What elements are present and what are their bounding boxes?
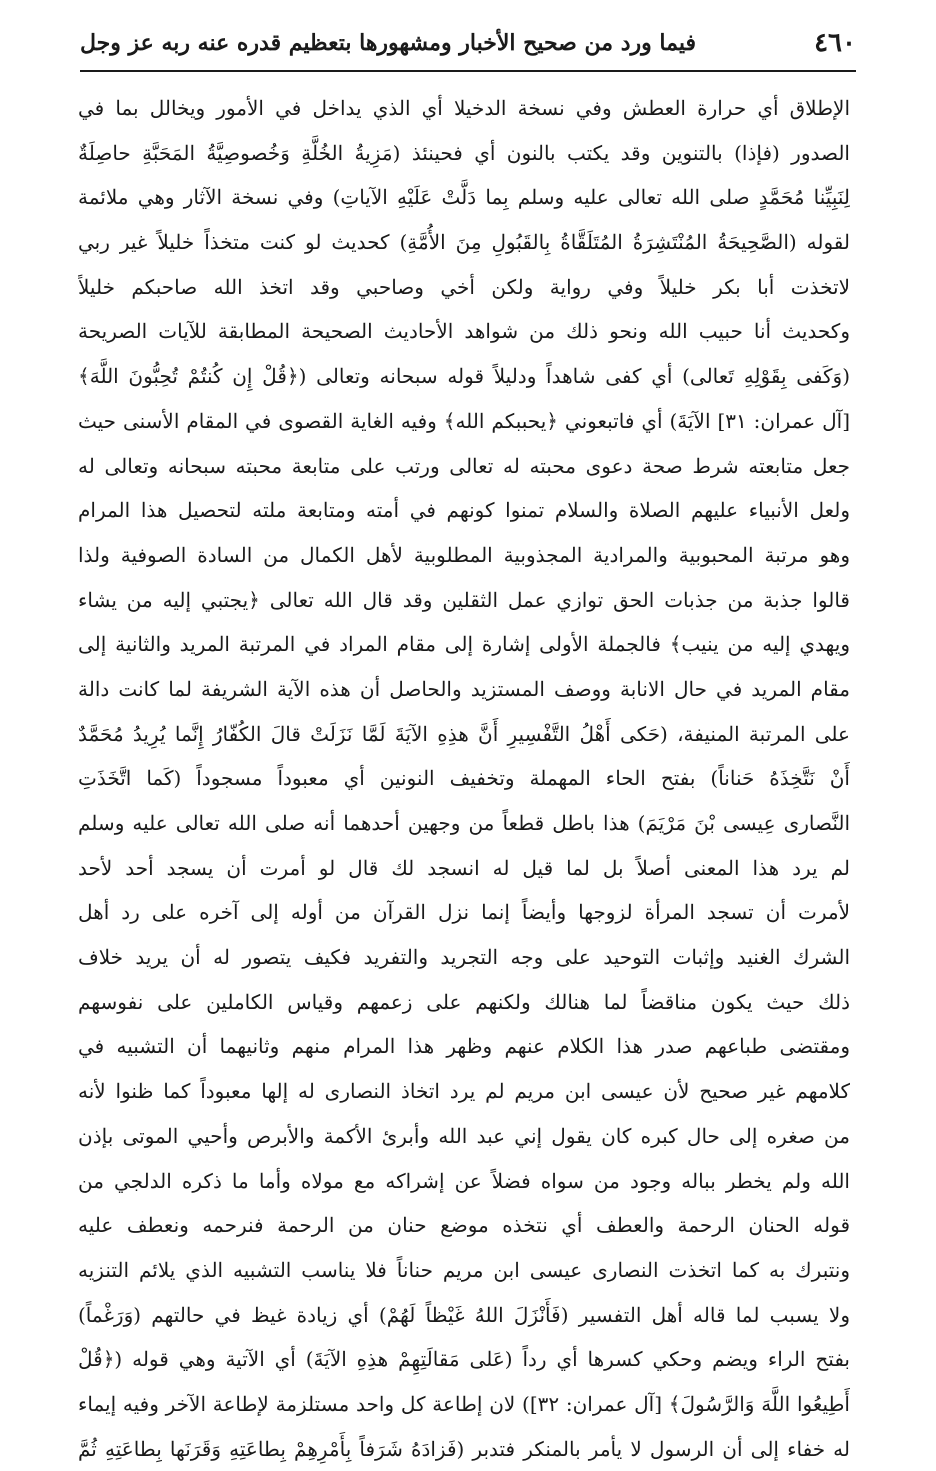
text-line: مقام المريد في حال الانابة ووصف المستزيد والحاصل أن هذه الآية الشريفة لما كانت دالة: [78, 676, 850, 701]
text-line: كلامهم غير صحيح لأن عيسى ابن مريم لم يرد اتخاذ النصارى له إلها معبوداً كما ظنوا لأنه: [78, 1079, 850, 1104]
text-line: لم يرد هذا المعنى أصلاً بل لما قيل له انسجد لك قال لو أمرت أن يسجد أحد لأحد: [78, 855, 850, 880]
page-header: [80, 22, 856, 64]
text-line: جعل متابعته شرط صحة دعوى محبته له تعالى ورتب على متابعة محبته سبحانه وتعالى له: [78, 453, 850, 478]
text-line: ونتبرك به كما اتخذت النصارى عيسى ابن مريم حناناً فلا يناسب التشبيه الذي يلائم التنزيه: [78, 1257, 850, 1282]
text-line: على المرتبة المنيفة، (حَكى أَهْلُ التَّفْسِيرِ أَنَّ هذِهِ الآيَةَ لَمَّا نَزَلَتْ قالَ الكُفّارُ إِنَّما يُرِيدُ مُحَمَّدٌ: [78, 721, 850, 746]
text-line: لِنَبِيِّنا مُحَمَّدٍ صلى الله تعالى عليه وسلم بِما دَلَّتْ عَلَيْهِ الآياتِ) وفي نسخة الآثار وهي ملائمة: [78, 185, 850, 210]
header-rule: [80, 70, 856, 72]
text-line: ولعل الأنبياء عليهم الصلاة والسلام تمنوا كونهم في أمته ومتابعة ملته لتحصيل هذا المرام: [78, 498, 850, 523]
text-line: بفتح الراء ويضم وحكي كسرها أي رداً (عَلى مَقالَتِهِمْ هذِهِ الآيَةَ) أي الآتية وهي قوله (﴿قُلْ: [78, 1347, 850, 1372]
text-line: قوله الحنان الرحمة والعطف أي نتخذه موضع حنان من الرحمة فنرحمه ونعطف عليه: [78, 1213, 850, 1238]
running-title: فيما ورد من صحيح الأخبار ومشهورها بتعظيم قدره عنه ربه عز وجل: [80, 30, 696, 56]
text-line: أَطِيعُوا اللَّهَ وَالرَّسُولَ﴾ [آل عمران: ٣٢]) لان إطاعة كل واحد مستلزمة لإطاعة الآخر وفيه إيماء: [78, 1391, 850, 1416]
body-text: [78, 86, 850, 1471]
text-line: لاتخذت أبا بكر خليلاً وفي رواية ولكن أخي وصاحبي وقد اتخذ الله صاحبكم خليلاً: [78, 274, 850, 299]
text-line: الشرك الغنيد وإثبات التوحيد على وجه التجريد والتفريد فكيف يتصور له أن يريد خلاف: [78, 945, 850, 970]
text-line: لقوله (الصَّحِيحَةُ المُنْتَشِرَةُ المُتَلَقَّاةُ بِالقَبُولِ مِنَ الأُمَّةِ) كحديث لو كنت متخذاً خليلاً غير ربي: [78, 230, 850, 255]
text-line: قالوا جذبة من جذبات الحق توازي عمل الثقلين وقد قال الله تعالى ﴿يجتبي إليه من يشاء: [78, 587, 850, 612]
text-line: وهو مرتبة المحبوبية والمرادية المجذوبية المطلوبية لأهل الكمال من السادة الصوفية ولذا: [78, 542, 850, 567]
text-line: (وَكَفى بِقَوْلِهِ تَعالى) أي كفى شاهداً ودليلاً قوله سبحانه وتعالى (﴿قُلْ إِن كُنتُمْ تُحِبُّونَ اللَّهَ﴾: [78, 364, 850, 389]
text-line: وكحديث أنا حبيب الله ونحو ذلك من شواهد الأحاديث الصحيحة المطابقة للآيات الصريحة: [78, 319, 850, 344]
text-line: لأمرت أن تسجد المرأة لزوجها وأيضاً إنما نزل القرآن من أوله إلى آخره على رد أهل: [78, 900, 850, 925]
text-line: ويهدي إليه من ينيب﴾ فالجملة الأولى إشارة إلى مقام المراد في المرتبة المريد والثانية إلى: [78, 632, 850, 657]
text-line: أَنْ نَتَّخِذَهُ حَناناً) بفتح الحاء المهملة وتخفيف النونين أي معبوداً مسجوداً (كَما اتَّخَذَتِ: [78, 766, 850, 791]
text-line: ولا يسبب لما قاله أهل التفسير (فَأَنْزَلَ اللهُ غَيْظاً لَهُمْ) أي زيادة غيظ في حالتهم (وَرَغْماً): [78, 1302, 850, 1327]
text-line: من صغره إلى حال كبره كان يقول إني عبد الله وأبرئ الأكمة والأبرص وأحيي الموتى بإذن: [78, 1123, 850, 1148]
text-line: الإطلاق أي حرارة العطش وفي نسخة الدخيلا أي الذي يداخل في الأمور ويخالل بما في: [78, 96, 850, 120]
text-line: له خفاء إلى أن الرسول لا يأمر بالمنكر فتدبر (فَزادَهُ شَرَفاً بِأَمْرِهِمْ بِطاعَتِهِ وَقَرَنَها بِطاعَتِهِ ثُمَّ: [78, 1436, 850, 1461]
text-line: النَّصارى عِيسى بْنَ مَرْيَمَ) هذا باطل قطعاً من وجهين أحدهما أنه صلى الله تعالى عليه وسلم: [78, 811, 850, 835]
text-line: الصدور (فإذا) بالتنوين وقد يكتب بالنون أي فحينئذ (مَزِيةُ الخُلَّةِ وَخُصوصِيَّةُ المَحَبَّةِ حاصِلَةٌ: [78, 140, 850, 165]
text-line: ومقتضى طباعهم صدر هذا الكلام عنهم وظهر هذا المرام منهم وثانيهما أن التشبيه في: [78, 1034, 850, 1059]
page-number: ٤٦٠: [814, 28, 856, 58]
text-line: الله ولم يخطر بباله وجود من سواه فضلاً عن إشراكه مع مولاه وأما ما ذكره الدلجي من: [78, 1168, 850, 1193]
text-line: ذلك حيث يكون مناقضاً لما هنالك ولكنهم على زعمهم وقياس الكاملين على نفوسهم: [78, 989, 850, 1014]
text-line: [آل عمران: ٣١] الآيَةَ) أي فاتبعوني ﴿يحببكم الله﴾ وفيه الغاية القصوى في المقام الأسنى حيث: [78, 408, 850, 433]
